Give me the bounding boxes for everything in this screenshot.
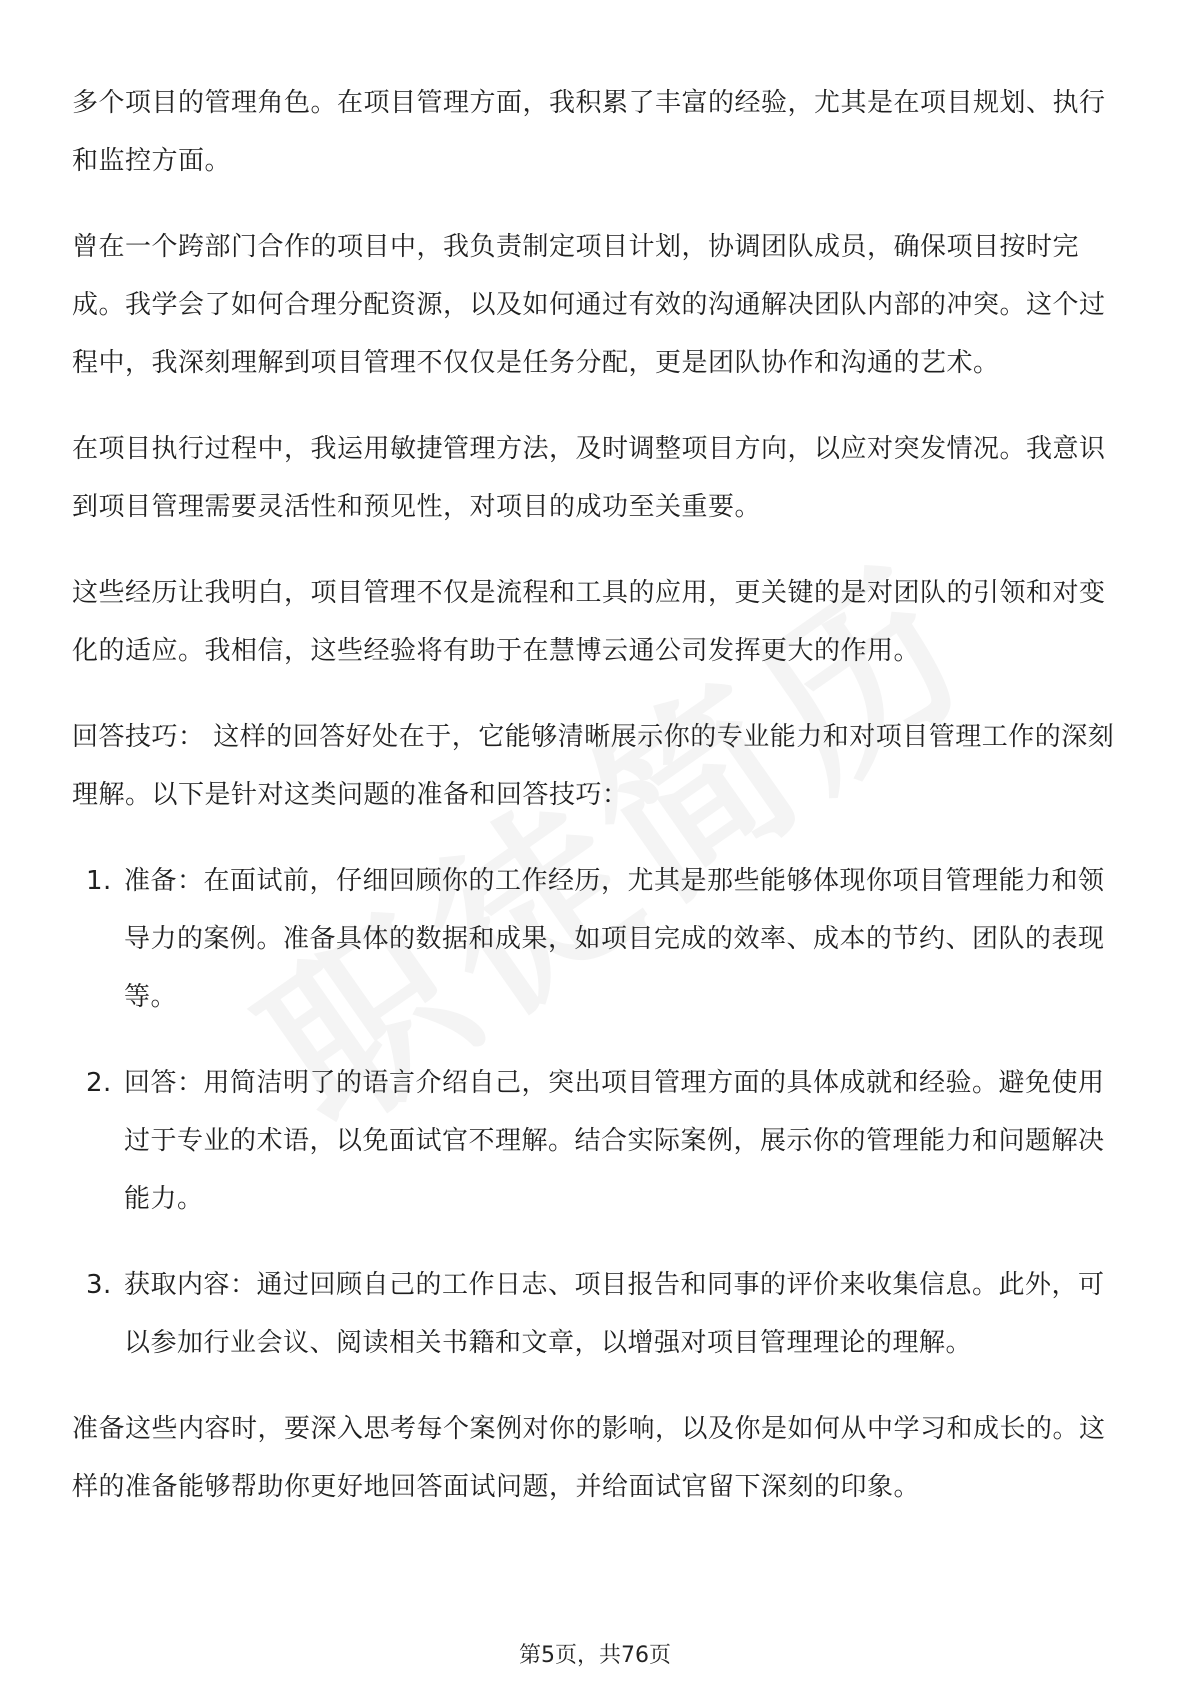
list-item <box>72 1256 1122 1372</box>
paragraph: 在项目执行过程中，我运用敏捷管理方法，及时调整项目方向，以应对突发情况。我意识到项目管理需要灵活性和预见性，对项目的成功至关重要。 <box>72 434 1106 522</box>
paragraph: 这些经历让我明白，项目管理不仅是流程和工具的应用，更关键的是对团队的引领和对变化的适应。我相信，这些经验将有助于在慧博云通公司发挥更大的作用。 <box>72 578 1106 666</box>
document-body <box>72 74 1122 1544</box>
paragraph: 曾在一个跨部门合作的项目中，我负责制定项目计划，协调团队成员，确保项目按时完成。我学会了如何合理分配资源，以及如何通过有效的沟通解决团队内部的冲突。这个过程中，我深刻理解到项目管理不仅仅是任务分配，更是团队协作和沟通的艺术。 <box>72 232 1106 378</box>
list-item-number: 1. <box>86 866 112 896</box>
page-footer: 第5页，共76页 <box>519 1643 671 1668</box>
list-item-text: 获取内容：通过回顾自己的工作日志、项目报告和同事的评价来收集信息。此外，可以参加行业会议、阅读相关书籍和文章，以增强对项目管理理论的理解。 <box>124 1270 1105 1358</box>
list-item <box>72 852 1122 1026</box>
list-item-text: 回答：用简洁明了的语言介绍自己，突出项目管理方面的具体成就和经验。避免使用过于专业的术语，以免面试官不理解。结合实际案例，展示你的管理能力和问题解决能力。 <box>124 1068 1105 1214</box>
paragraph: 多个项目的管理角色。在项目管理方面，我积累了丰富的经验，尤其是在项目规划、执行和监控方面。 <box>72 88 1106 176</box>
list-item-number: 3. <box>86 1270 112 1300</box>
list-item <box>72 1054 1122 1228</box>
list-item-number: 2. <box>86 1068 112 1098</box>
answer-tips-intro: 回答技巧： 这样的回答好处在于，它能够清晰展示你的专业能力和对项目管理工作的深刻理解。以下是针对这类问题的准备和回答技巧： <box>72 722 1115 810</box>
list-item-text: 准备：在面试前，仔细回顾你的工作经历，尤其是那些能够体现你项目管理能力和领导力的案例。准备具体的数据和成果，如项目完成的效率、成本的节约、团队的表现等。 <box>124 866 1105 1012</box>
tips-list <box>72 852 1122 1372</box>
closing-paragraph: 准备这些内容时，要深入思考每个案例对你的影响，以及你是如何从中学习和成长的。这样的准备能够帮助你更好地回答面试问题，并给面试官留下深刻的印象。 <box>72 1414 1106 1502</box>
